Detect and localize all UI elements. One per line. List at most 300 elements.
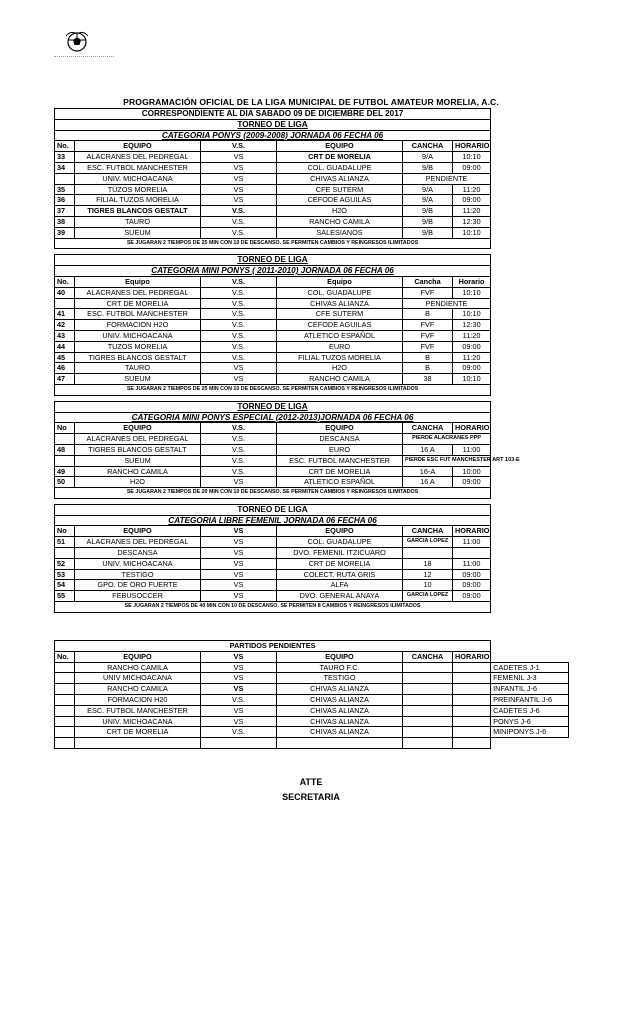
match-field: 16 A (403, 477, 453, 488)
vs-label: V.S. (201, 227, 277, 238)
pending-row (55, 673, 569, 684)
vs-label: V.S. (201, 330, 277, 341)
pending-away-team: CHIVAS ALIANZA (277, 705, 403, 716)
match-number (55, 173, 75, 184)
home-team: UNIV. MICHOACANA (75, 330, 201, 341)
home-team: TAURO (75, 216, 201, 227)
match-time: 10:10 (453, 287, 491, 298)
column-header: HORARIO (453, 423, 491, 434)
pending-field (403, 727, 453, 738)
pending-home-team: CRT DE MORELIA (75, 727, 201, 738)
home-team: ESC. FUTBOL MANCHESTER (75, 309, 201, 320)
category-title: CATEGORIA LIBRE FEMENIL JORNADA 06 FECHA 06 (55, 515, 491, 526)
pending-field (403, 684, 453, 695)
pending-matches (54, 640, 568, 749)
match-time: 12:30 (453, 216, 491, 227)
match-field: B (403, 309, 453, 320)
match-status: PENDIENTE (403, 298, 491, 309)
torneo-title: TORNEO DE LIGA (55, 401, 491, 412)
match-row (55, 195, 569, 206)
match-row (55, 455, 569, 466)
match-row (55, 184, 569, 195)
schedule-sheet (54, 108, 568, 613)
pending-home-team: RANCHO CAMILA (75, 662, 201, 673)
column-header: No (55, 423, 75, 434)
torneo-row (55, 504, 569, 515)
match-number: 54 (55, 580, 75, 591)
home-team: DESCANSA (75, 548, 201, 559)
away-team: H2O (277, 206, 403, 217)
header-row (55, 423, 569, 434)
away-team: CRT DE MORELIA (277, 152, 403, 163)
pending-time (453, 705, 491, 716)
away-team: CHIVAS ALIANZA (277, 298, 403, 309)
column-header: EQUIPO (277, 423, 403, 434)
column-header: EQUIPO (75, 526, 201, 537)
pending-category: MINIPONYS J-6 (491, 727, 569, 738)
match-row (55, 591, 569, 602)
pending-home-team: ESC. FUTBOL MANCHESTER (75, 705, 201, 716)
match-time: 09:00 (453, 580, 491, 591)
away-team: COL. GUADALUPE (277, 287, 403, 298)
match-time: 09:00 (453, 363, 491, 374)
match-row (55, 477, 569, 488)
vs-label: VS (201, 537, 277, 548)
column-header: No. (55, 141, 75, 152)
pending-away-team: CHIVAS ALIANZA (277, 716, 403, 727)
match-time (453, 548, 491, 559)
category-title: CATEGORIA MINI PONYS ( 2011-2010) JORNADA 06 FECHA 06 (55, 266, 491, 277)
home-team: ALACRANES DEL PEDREGAL (75, 434, 201, 445)
match-time: 09:00 (453, 162, 491, 173)
pending-category: PONYS J-6 (491, 716, 569, 727)
pending-number (55, 705, 75, 716)
away-team: SALESIANOS (277, 227, 403, 238)
vs-label: V.S. (201, 341, 277, 352)
match-field: GARCIA LOPEZ (403, 591, 453, 602)
pending-field (403, 694, 453, 705)
pending-away-team: TAURO F.C. (277, 662, 403, 673)
pending-away-team: CHIVAS ALIANZA (277, 694, 403, 705)
away-team: DESCANSA (277, 434, 403, 445)
away-team: H2O (277, 363, 403, 374)
pending-row (55, 684, 569, 695)
match-time: 11:20 (453, 184, 491, 195)
match-row (55, 558, 569, 569)
home-team: TUZOS MORELIA (75, 184, 201, 195)
match-field: FVF (403, 341, 453, 352)
match-row (55, 309, 569, 320)
match-time: 09:00 (453, 477, 491, 488)
pending-row (55, 738, 569, 749)
pending-category: CADETES J-1 (491, 662, 569, 673)
match-field: B (403, 363, 453, 374)
home-team: GPO. DE ORO FUERTE (75, 580, 201, 591)
match-row (55, 374, 569, 385)
home-team: TIGRES BLANCOS GESTALT (75, 444, 201, 455)
pending-column-header: CANCHA (403, 651, 453, 662)
pending-home-team (75, 738, 201, 749)
column-header: Cancha (403, 276, 453, 287)
vs-label: VS (201, 184, 277, 195)
match-row (55, 227, 569, 238)
category-row (55, 412, 569, 423)
match-status: PENDIENTE (403, 173, 491, 184)
vs-label: VS (201, 558, 277, 569)
away-team: RANCHO CAMILA (277, 216, 403, 227)
match-row (55, 444, 569, 455)
vs-label: VS (201, 591, 277, 602)
home-team: SUEUM (75, 227, 201, 238)
match-note: PIERDE ALACRANES PPP (403, 434, 491, 445)
match-time: 11:20 (453, 206, 491, 217)
match-row (55, 352, 569, 363)
away-team: CFE SUTERM (277, 184, 403, 195)
match-number: 38 (55, 216, 75, 227)
match-field: B (403, 352, 453, 363)
pending-vs-label: V.S. (201, 727, 277, 738)
vs-label: V.S. (201, 444, 277, 455)
match-number: 43 (55, 330, 75, 341)
match-row (55, 580, 569, 591)
vs-label: V.S. (201, 298, 277, 309)
column-header: Equipo (75, 276, 201, 287)
match-field: 9/A (403, 184, 453, 195)
match-time: 10:00 (453, 466, 491, 477)
match-number: 34 (55, 162, 75, 173)
pending-home-team: RANCHO CAMILA (75, 684, 201, 695)
match-number: 40 (55, 287, 75, 298)
vs-label: VS (201, 162, 277, 173)
pending-column-header (491, 651, 569, 662)
match-field: 9/B (403, 227, 453, 238)
match-time: 12:30 (453, 320, 491, 331)
column-header: CANCHA (403, 526, 453, 537)
match-number: 39 (55, 227, 75, 238)
match-number (55, 434, 75, 445)
vs-label: VS (201, 580, 277, 591)
pending-category: FEMENIL J-3 (491, 673, 569, 684)
home-team: UNIV. MICHOACANA (75, 173, 201, 184)
home-team: FEBUSOCCER (75, 591, 201, 602)
match-field: 9/A (403, 195, 453, 206)
rules-note-row (55, 238, 569, 249)
away-team: CRT DE MORELIA (277, 466, 403, 477)
match-field: FVF (403, 320, 453, 331)
match-row (55, 320, 569, 331)
match-number: 37 (55, 206, 75, 217)
signature-block (0, 775, 622, 805)
vs-label: VS (201, 569, 277, 580)
match-number: 44 (55, 341, 75, 352)
category-title: CATEGORIA PONYS (2009-2008) JORNADA 06 FECHA 06 (55, 130, 491, 141)
home-team: ALACRANES DEL PEDREGAL (75, 152, 201, 163)
category-row (55, 130, 569, 141)
pending-time (453, 716, 491, 727)
match-number: 36 (55, 195, 75, 206)
home-team: SUEUM (75, 374, 201, 385)
schedule-subtitle: CORRESPONDIENTE AL DIA SABADO 09 DE DICIEMBRE DEL 2017 (55, 109, 491, 120)
vs-label: VS (201, 363, 277, 374)
match-number: 48 (55, 444, 75, 455)
pending-home-team: UNIV MICHOACANA (75, 673, 201, 684)
match-time: 09:00 (453, 591, 491, 602)
column-header: HORARIO (453, 141, 491, 152)
pending-header-row (55, 651, 569, 662)
rules-note-row (55, 602, 569, 613)
pending-field (403, 673, 453, 684)
pending-away-team: CHIVAS ALIANZA (277, 684, 403, 695)
match-time: 10:10 (453, 309, 491, 320)
match-field: 10 (403, 580, 453, 591)
away-team: COL. GUADALUPE (277, 537, 403, 548)
match-row (55, 466, 569, 477)
away-team: CEFODE AGUILAS (277, 195, 403, 206)
home-team: UNIV. MICHOACANA (75, 558, 201, 569)
rules-note-row (55, 488, 569, 499)
match-row (55, 162, 569, 173)
vs-label: V.S. (201, 466, 277, 477)
vs-label: V.S. (201, 434, 277, 445)
match-number: 51 (55, 537, 75, 548)
subtitle-row (55, 109, 569, 120)
column-header: Equipo (277, 276, 403, 287)
away-team: ALFA (277, 580, 403, 591)
match-number (55, 548, 75, 559)
pending-number (55, 694, 75, 705)
away-team: ATLETICO ESPAÑOL (277, 330, 403, 341)
home-team: TIGRES BLANCOS GESTALT (75, 206, 201, 217)
pending-row (55, 716, 569, 727)
torneo-row (55, 119, 569, 130)
home-team: FORMACION H2O (75, 320, 201, 331)
match-row (55, 206, 569, 217)
column-header: VS (201, 526, 277, 537)
match-note: PIERDE ESC FUT MANCHESTER ART 103-E (403, 455, 491, 466)
match-time: 10:10 (453, 152, 491, 163)
pending-row (55, 727, 569, 738)
match-time: 11:20 (453, 352, 491, 363)
column-header: EQUIPO (277, 526, 403, 537)
away-team: ESC. FUTBOL MANCHESTER (277, 455, 403, 466)
pending-title: PARTIDOS PENDIENTES (55, 641, 491, 652)
main-title: PROGRAMACIÓN OFICIAL DE LA LIGA MUNICIPAL DE FUTBOL AMATEUR MORELIA, A.C. (123, 97, 499, 107)
away-team: ATLETICO ESPAÑOL (277, 477, 403, 488)
pending-field (403, 716, 453, 727)
match-row (55, 298, 569, 309)
away-team: CHIVAS ALIANZA (277, 173, 403, 184)
pending-vs-label: V.S. (201, 694, 277, 705)
column-header: HORARIO (453, 526, 491, 537)
match-field: 9/B (403, 206, 453, 217)
column-header: CANCHA (403, 141, 453, 152)
match-number: 55 (55, 591, 75, 602)
match-row (55, 548, 569, 559)
pending-away-team: TESTIGO (277, 673, 403, 684)
pending-home-team: FORMACION H20 (75, 694, 201, 705)
match-time: 11:00 (453, 444, 491, 455)
vs-label: VS (201, 548, 277, 559)
vs-label: V.S. (201, 455, 277, 466)
home-team: ESC. FUTBOL MANCHESTER (75, 162, 201, 173)
match-row (55, 216, 569, 227)
match-number: 41 (55, 309, 75, 320)
torneo-title: TORNEO DE LIGA (55, 119, 491, 130)
pending-category: CADETES J-6 (491, 705, 569, 716)
torneo-row (55, 401, 569, 412)
match-field: 38 (403, 374, 453, 385)
pending-number (55, 716, 75, 727)
pending-row (55, 662, 569, 673)
header-row (55, 526, 569, 537)
vs-label: V.S. (201, 309, 277, 320)
away-team: DVO. GENERAL ANAYA (277, 591, 403, 602)
match-time: 10:10 (453, 227, 491, 238)
pending-column-header: HORARIO (453, 651, 491, 662)
pending-vs-label (201, 738, 277, 749)
vs-label: VS (201, 195, 277, 206)
match-time: 09:00 (453, 341, 491, 352)
match-number: 49 (55, 466, 75, 477)
match-row (55, 173, 569, 184)
pending-time (453, 673, 491, 684)
match-time: 09:00 (453, 195, 491, 206)
column-header: EQUIPO (277, 141, 403, 152)
column-header: V.S. (201, 276, 277, 287)
rules-note: SE JUGARAN 2 TIEMPOS DE 25 MIN CON 10 DE DESCANSO. SE PERMITEN CAMBIOS Y REINGRESOS ILIMITADOS (55, 384, 491, 395)
match-row (55, 569, 569, 580)
rules-note: SE JUGARAN 2 TIEMPOS DE 20 MIN CON 10 DE DESCANSO. SE PERMITEN CAMBIOS Y REINGRESOS ILIMITADOS (55, 488, 491, 499)
match-field: 16-A (403, 466, 453, 477)
away-team: CRT DE MORELIA (277, 558, 403, 569)
torneo-title: TORNEO DE LIGA (55, 504, 491, 515)
match-time: 09:00 (453, 569, 491, 580)
away-team: COL. GUADALUPE (277, 162, 403, 173)
header-row (55, 276, 569, 287)
match-field: 9/B (403, 162, 453, 173)
away-team: EURO (277, 341, 403, 352)
pending-row (55, 694, 569, 705)
vs-label: VS (201, 152, 277, 163)
home-team: CRT DE MORELIA (75, 298, 201, 309)
column-header: CANCHA (403, 423, 453, 434)
pending-time (453, 684, 491, 695)
match-field: FVF (403, 330, 453, 341)
pending-number (55, 662, 75, 673)
away-team: RANCHO CAMILA (277, 374, 403, 385)
match-field: 16 A (403, 444, 453, 455)
category-title: CATEGORIA MINI PONYS ESPECIAL (2012-2013)JORNADA 06 FECHA 06 (55, 412, 491, 423)
match-row (55, 152, 569, 163)
column-header: Horario (453, 276, 491, 287)
match-number (55, 455, 75, 466)
torneo-row (55, 255, 569, 266)
column-header: No. (55, 276, 75, 287)
match-row (55, 341, 569, 352)
pending-table (54, 640, 569, 749)
match-row (55, 330, 569, 341)
match-field: 12 (403, 569, 453, 580)
match-number: 35 (55, 184, 75, 195)
home-team: H2O (75, 477, 201, 488)
header-row (55, 141, 569, 152)
signature-secretaria: SECRETARIA (282, 792, 340, 802)
home-team: TAURO (75, 363, 201, 374)
home-team: TUZOS MORELIA (75, 341, 201, 352)
column-header: EQUIPO (75, 423, 201, 434)
away-team: CFE SUTERM (277, 309, 403, 320)
match-field: 9/B (403, 216, 453, 227)
torneo-title: TORNEO DE LIGA (55, 255, 491, 266)
pending-number (55, 738, 75, 749)
home-team: ALACRANES DEL PEDREGAL (75, 287, 201, 298)
rules-note: SE JUGARAN 2 TIEMPOS DE 40 MIN CON 10 DE DESCANSO. SE PERMITEN 8 CAMBIOS Y REINGRESOS ILIMITADOS (55, 602, 491, 613)
schedule-table (54, 108, 569, 613)
rules-note: SE JUGARAN 2 TIEMPOS DE 25 MIN CON 10 DE DESCANSO. SE PERMITEN CAMBIOS Y REINGRESOS ILIMITADOS (55, 238, 491, 249)
match-number: 53 (55, 569, 75, 580)
league-logo-icon (62, 30, 92, 54)
pending-time (453, 694, 491, 705)
pending-field (403, 705, 453, 716)
pending-category (491, 738, 569, 749)
match-time: 11:20 (453, 330, 491, 341)
match-number (55, 298, 75, 309)
vs-label: V.S. (201, 287, 277, 298)
pending-category: INFANTIL J-6 (491, 684, 569, 695)
match-number: 45 (55, 352, 75, 363)
vs-label: V.S. (201, 352, 277, 363)
pending-field (403, 662, 453, 673)
pending-column-header: No. (55, 651, 75, 662)
match-row (55, 537, 569, 548)
signature-atte: ATTE (299, 777, 323, 787)
pending-vs-label: VS (201, 662, 277, 673)
match-time: 10:10 (453, 374, 491, 385)
match-row (55, 287, 569, 298)
vs-label: V.S. (201, 320, 277, 331)
match-time: 11:00 (453, 558, 491, 569)
vs-label: VS (201, 374, 277, 385)
home-team: FILIAL TUZOS MORELIA (75, 195, 201, 206)
pending-field (403, 738, 453, 749)
away-team: DVO. FEMENIL ITZICUARO (277, 548, 403, 559)
match-time: 11:00 (453, 537, 491, 548)
vs-label: V.S. (201, 206, 277, 217)
pending-vs-label: VS (201, 673, 277, 684)
pending-column-header: VS (201, 651, 277, 662)
logo-caption-line (54, 56, 114, 58)
category-row (55, 515, 569, 526)
pending-title-row (55, 641, 569, 652)
pending-time (453, 738, 491, 749)
pending-vs-label: VS (201, 684, 277, 695)
away-team: EURO (277, 444, 403, 455)
match-number: 52 (55, 558, 75, 569)
match-field: 18 (403, 558, 453, 569)
match-number: 42 (55, 320, 75, 331)
category-row (55, 266, 569, 277)
vs-label: VS (201, 173, 277, 184)
vs-label: V.S. (201, 216, 277, 227)
home-team: TIGRES BLANCOS GESTALT (75, 352, 201, 363)
away-team: COLECT. RUTA GRIS (277, 569, 403, 580)
match-row (55, 363, 569, 374)
column-header: V.S. (201, 141, 277, 152)
pending-away-team: CHIVAS ALIANZA (277, 727, 403, 738)
column-header: No (55, 526, 75, 537)
pending-number (55, 673, 75, 684)
match-row (55, 434, 569, 445)
